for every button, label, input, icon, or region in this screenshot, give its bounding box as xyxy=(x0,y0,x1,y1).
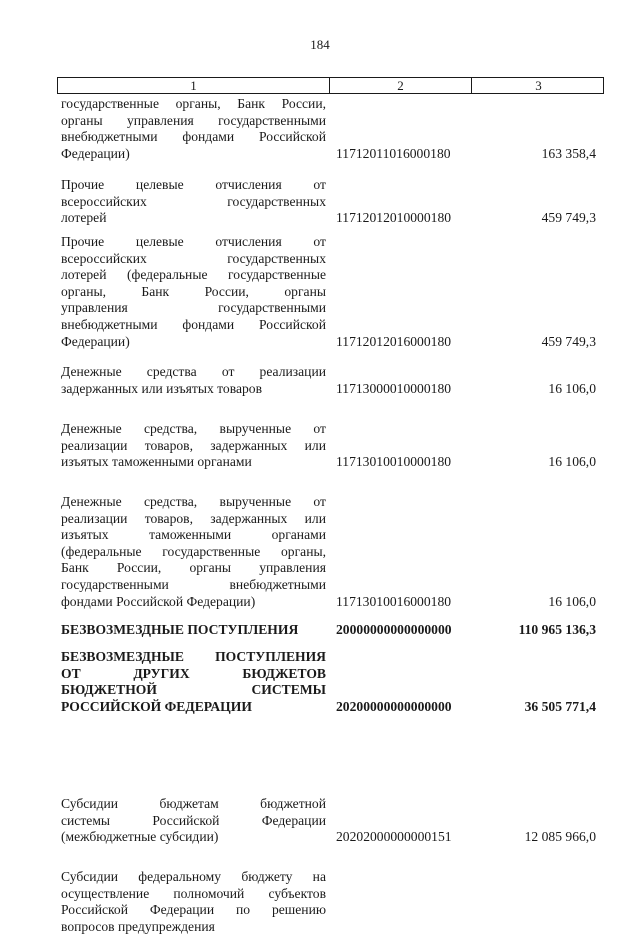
row-description-line: лотерей (федеральные государственные xyxy=(61,267,326,283)
row-description-line: органы управления государственными xyxy=(61,112,326,128)
row-description-line: внебюджетными фондами Российской xyxy=(61,316,326,332)
row-description-line: Федерации) xyxy=(61,333,130,349)
row-description-line: Российской Федерации по решению xyxy=(61,902,326,918)
row-description-line: (межбюджетные субсидии) xyxy=(61,829,219,845)
row-description-line: государственными внебюджетными xyxy=(61,576,326,592)
row-amount: 110 965 136,3 xyxy=(518,622,596,637)
column-header-3: 3 xyxy=(471,78,605,93)
row-description-line: ОТ ДРУГИХ БЮДЖЕТОВ xyxy=(61,665,326,681)
row-amount: 459 749,3 xyxy=(541,210,596,226)
row-description-line: задержанных или изъятых товаров xyxy=(61,380,262,396)
row-description-line: БЕЗВОЗМЕЗДНЫЕ ПОСТУПЛЕНИЯ xyxy=(61,649,326,664)
row-code: 11713010016000180 xyxy=(336,593,452,609)
row-description-line: внебюджетными фондами Российской xyxy=(61,129,326,145)
row-description-line: Денежные средства, вырученные от xyxy=(61,421,326,436)
row-amount: 36 505 771,4 xyxy=(524,698,596,714)
row-code: 11713010010000180 xyxy=(336,454,452,470)
row-description-line: Федерации) xyxy=(61,145,130,161)
row-description-line: Банк России, органы управления xyxy=(61,560,326,576)
row-description-line: государственные органы, Банк России, xyxy=(61,96,326,111)
row-description-line: Денежные средства от реализации xyxy=(61,364,326,379)
row-description-line: РОССИЙСКОЙ ФЕДЕРАЦИИ xyxy=(61,698,252,714)
row-description-line: фондами Российской Федерации) xyxy=(61,593,256,609)
row-description xyxy=(61,421,326,471)
column-header-1: 1 xyxy=(190,78,197,93)
row-amount: 16 106,0 xyxy=(548,593,596,609)
row-description-line: Прочие целевые отчисления от xyxy=(61,234,326,249)
table-header xyxy=(57,77,604,94)
row-description-line: изъятых таможенными органами xyxy=(61,527,326,543)
row-description-line: Субсидии бюджетам бюджетной xyxy=(61,796,326,811)
row-description-line: Денежные средства, вырученные от xyxy=(61,494,326,509)
row-description-line: реализации товаров, задержанных или xyxy=(61,437,326,453)
row-description xyxy=(61,622,326,639)
row-amount: 16 106,0 xyxy=(548,454,596,470)
row-description xyxy=(61,796,326,846)
row-description xyxy=(61,96,326,162)
row-description-line: всероссийских государственных xyxy=(61,193,326,209)
budget-table xyxy=(57,77,604,934)
row-description-line: системы Российской Федерации xyxy=(61,812,326,828)
row-description-line: управления государственными xyxy=(61,300,326,316)
row-description-line: БЕЗВОЗМЕЗДНЫЕ ПОСТУПЛЕНИЯ xyxy=(61,622,299,637)
column-header-2: 2 xyxy=(329,78,471,93)
row-description xyxy=(61,869,326,935)
row-code: 11713000010000180 xyxy=(336,380,452,396)
row-code: 20202000000000151 xyxy=(336,829,452,845)
row-code: 11712011016000180 xyxy=(336,145,451,161)
page-number: 184 xyxy=(310,37,330,52)
row-description-line: всероссийских государственных xyxy=(61,250,326,266)
row-description xyxy=(61,494,326,610)
row-code: 11712012010000180 xyxy=(336,210,452,226)
row-description-line: (федеральные государственные органы, xyxy=(61,543,326,559)
row-description-line: Прочие целевые отчисления от xyxy=(61,177,326,192)
row-description-line: осуществление полномочий субъектов xyxy=(61,885,326,901)
row-description-line: реализации товаров, задержанных или xyxy=(61,510,326,526)
row-code: 11712012016000180 xyxy=(336,333,452,349)
row-description xyxy=(61,364,326,397)
row-description-line: изъятых таможенными органами xyxy=(61,454,252,470)
row-description xyxy=(61,234,326,350)
row-description-line: Субсидии федеральному бюджету на xyxy=(61,869,326,884)
row-amount: 12 085 966,0 xyxy=(524,829,596,845)
row-description-line: органы, Банк России, органы xyxy=(61,283,326,299)
row-amount: 163 358,4 xyxy=(541,145,596,161)
row-description-line: БЮДЖЕТНОЙ СИСТЕМЫ xyxy=(61,682,326,698)
row-amount: 459 749,3 xyxy=(541,333,596,349)
row-description-line: вопросов предупреждения xyxy=(61,918,215,934)
row-description xyxy=(61,177,326,227)
row-amount: 16 106,0 xyxy=(548,380,596,396)
row-code: 20000000000000000 xyxy=(336,622,452,637)
row-description-line: лотерей xyxy=(61,210,107,226)
row-code: 20200000000000000 xyxy=(336,698,452,714)
row-description xyxy=(61,649,326,715)
